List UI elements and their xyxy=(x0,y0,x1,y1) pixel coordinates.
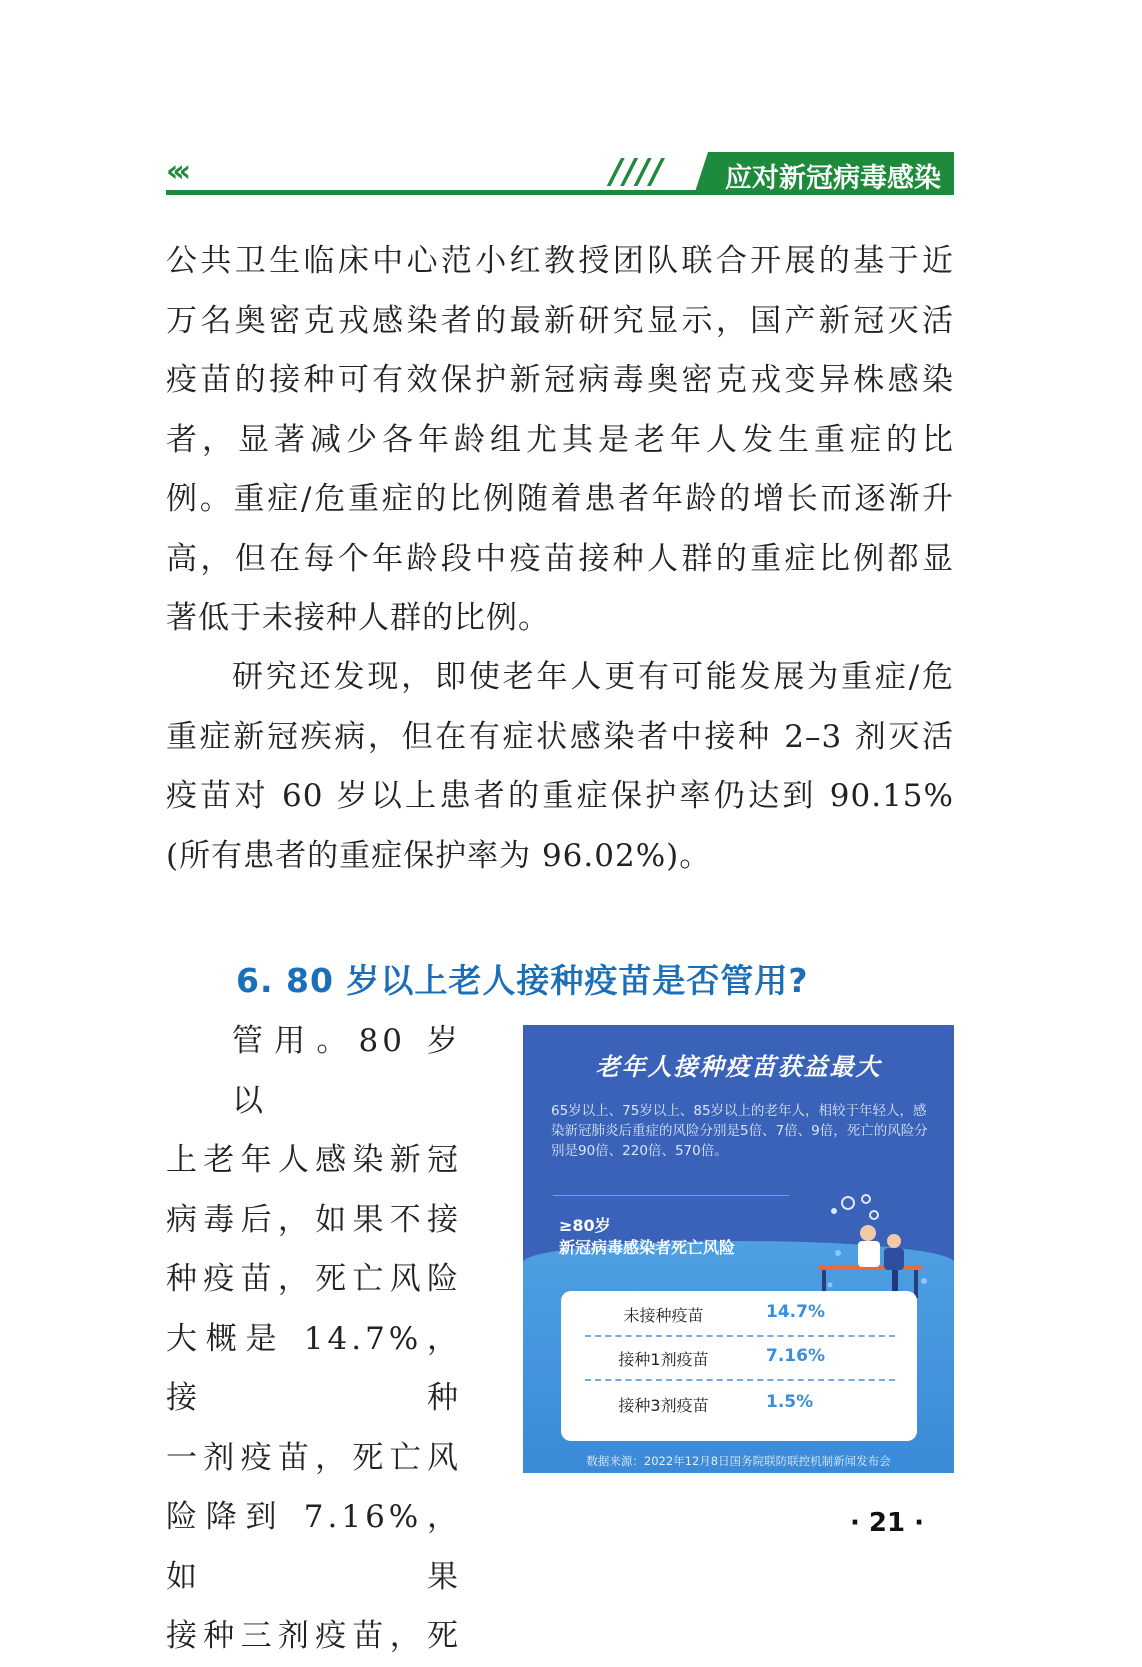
header-title: 应对新冠病毒感染个人防疫手册 xyxy=(725,163,941,233)
slash-decoration: //// xyxy=(610,152,664,192)
text-line: 管用。80 岁以 xyxy=(232,1023,462,1119)
text-line: 上老年人感染新冠 xyxy=(166,1142,462,1178)
text-line: 者，显著减少各年龄组尤其是老年人发生重症的比 xyxy=(166,421,954,458)
row-label: 未接种疫苗 xyxy=(623,1306,704,1325)
text-line: 大概是 14.7%，接种 xyxy=(166,1320,462,1416)
text-line: 病毒后，如果不接 xyxy=(166,1201,462,1238)
infographic-divider xyxy=(553,1195,789,1196)
age-label: ≥80岁 xyxy=(559,1216,611,1235)
text-line: 例。重症/危重症的比例随着患者年龄的增长而逐渐升 xyxy=(166,481,954,517)
risk-table xyxy=(561,1291,917,1441)
infographic-description: 65岁以上、75岁以上、85岁以上的老年人，相较于年轻人，感染新冠肺炎后重症的风险分别是5倍、7倍、9倍，死亡的风险分别是90倍、220倍、570倍。 xyxy=(551,1103,928,1159)
chevrons-icon: ‹‹‹ xyxy=(166,154,186,189)
text-line: 疫苗的接种可有效保护新冠病毒奥密克戎变异株感染 xyxy=(166,362,954,398)
running-header xyxy=(166,152,954,233)
row-label: 接种1剂疫苗 xyxy=(618,1350,709,1369)
doctor-illustration-icon xyxy=(808,1193,948,1303)
text-line: 高，但在每个年龄段中疫苗接种人群的重症比例都显 xyxy=(166,540,954,577)
data-source: 数据来源：2022年12月8日国务院联防联控机制新闻发布会 xyxy=(586,1454,891,1468)
row-value: 7.16% xyxy=(766,1346,825,1366)
text-line: 疫苗对 60 岁以上患者的重症保护率仍达到 90.15% xyxy=(166,778,954,814)
infographic-title: 老年人接种疫苗获益最大 xyxy=(595,1053,882,1081)
answer-column xyxy=(166,1012,462,1667)
text-line: 险降到 7.16%，如果 xyxy=(166,1499,462,1595)
text-line: 公共卫生临床中心范小红教授团队联合开展的基于近 xyxy=(166,243,954,279)
text-line: (所有患者的重症保护率为 96.02%)。 xyxy=(166,837,712,874)
section-heading: 6. 80 岁以上老人接种疫苗是否管用? xyxy=(236,961,809,1000)
text-line: 种疫苗，死亡风险 xyxy=(166,1261,462,1297)
table-row xyxy=(561,1381,917,1425)
paragraph-2 xyxy=(166,648,954,886)
text-line: 一剂疫苗，死亡风 xyxy=(166,1439,462,1476)
text-line: 著低于未接种人群的比例。 xyxy=(166,600,550,636)
text-line: 接种三剂疫苗，死 xyxy=(166,1618,462,1654)
page-number: · 21 · xyxy=(850,1508,925,1538)
text-line: 重症新冠疾病，但在有症状感染者中接种 2–3 剂灭活 xyxy=(166,718,954,755)
text-line: 万名奥密克戎感染者的最新研究显示，国产新冠灭活 xyxy=(166,302,954,339)
row-value: 14.7% xyxy=(766,1302,825,1322)
table-row xyxy=(561,1291,917,1335)
paragraph-1 xyxy=(166,232,954,652)
row-value: 1.5% xyxy=(766,1392,814,1412)
row-label: 接种3剂疫苗 xyxy=(618,1396,709,1415)
table-row xyxy=(561,1335,917,1379)
infographic xyxy=(523,1025,954,1473)
text-line: 研究还发现，即使老年人更有可能发展为重症/危 xyxy=(232,659,954,695)
risk-label: 新冠病毒感染者死亡风险 xyxy=(559,1238,736,1257)
